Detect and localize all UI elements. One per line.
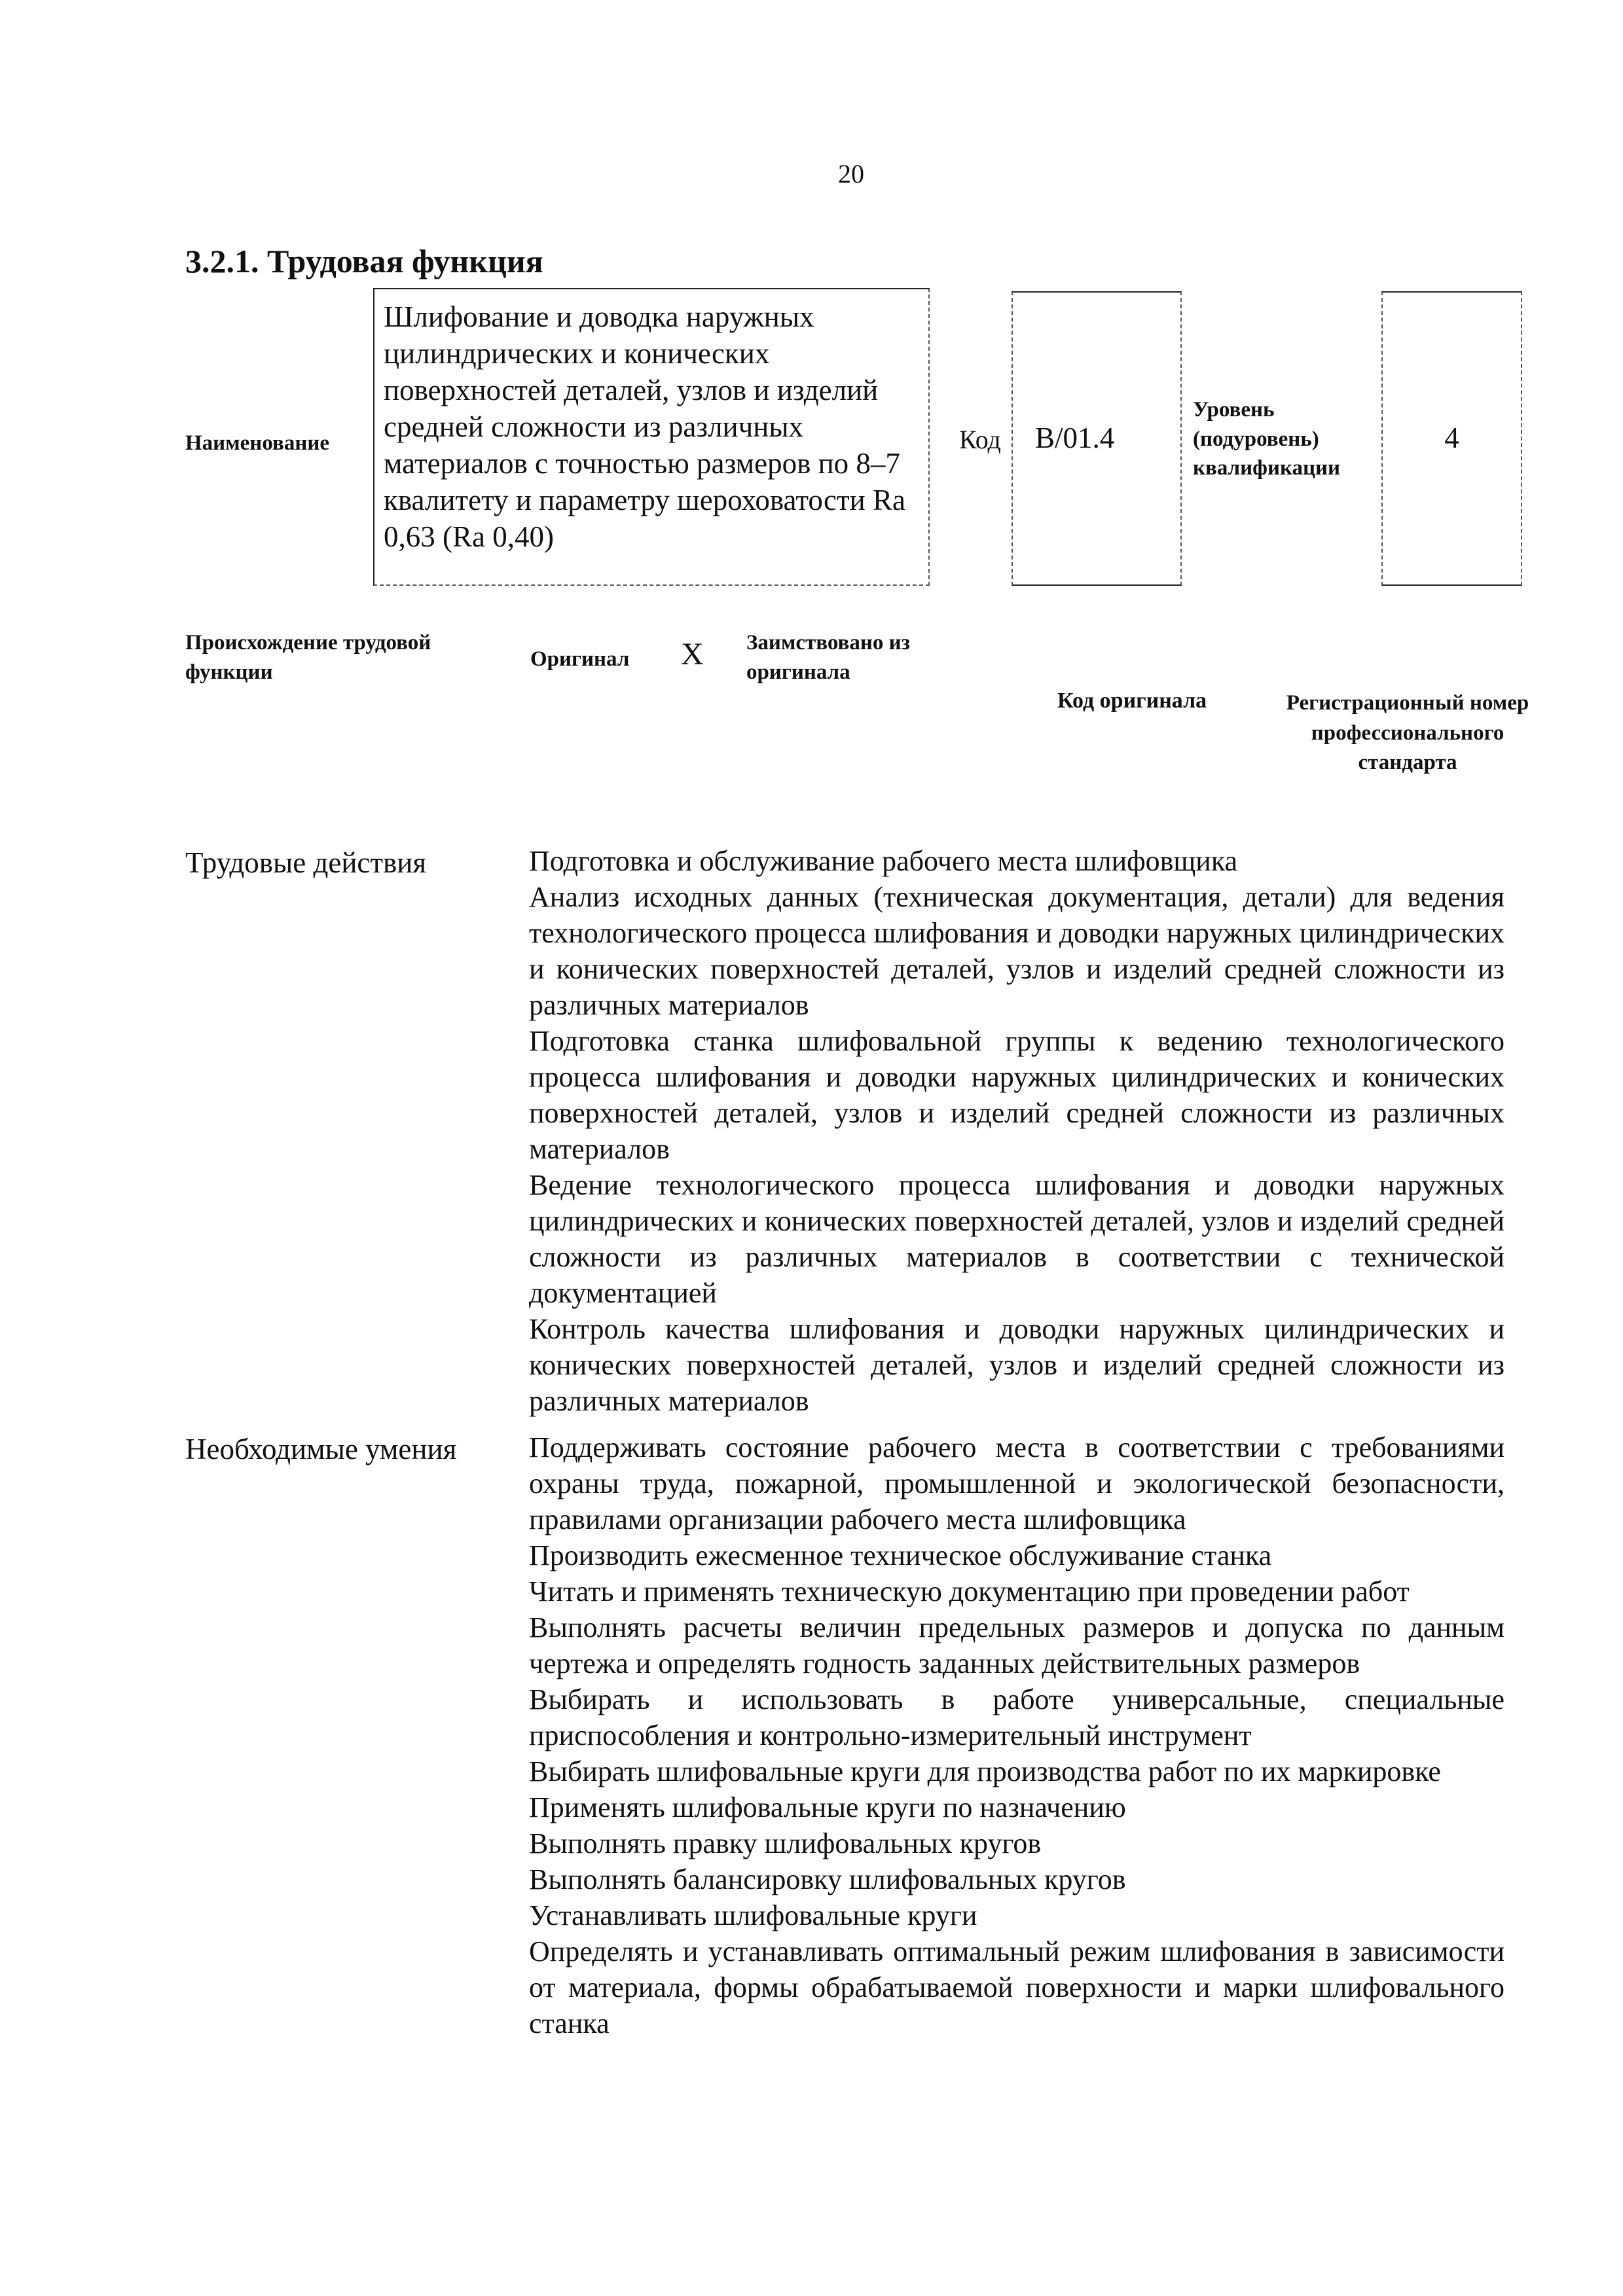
required-skills-list [529, 1429, 1504, 2041]
code-original-label: Код оригинала [1057, 689, 1207, 713]
code-label: Код [959, 425, 1001, 454]
list-item: Выбирать и использовать в работе универсальные, специальные приспособления и контрольно-измерительный инструмент [529, 1683, 1504, 1751]
list-item: Анализ исходных данных (техническая документация, детали) для ведения технологического процесса шлифования и доводки наружных цилиндрических и конических поверхностей деталей, узлов и изделий средней сложности из различных материалов [529, 881, 1504, 1021]
list-item: Применять шлифовальные круги по назначению [529, 1791, 1126, 1823]
section-title: 3.2.1. Трудовая функция [185, 243, 543, 279]
list-item: Ведение технологического процесса шлифования и доводки наружных цилиндрических и конических поверхностей деталей, узлов и изделий средней сложности из различных материалов в соответствии с технической документацией [529, 1169, 1504, 1309]
function-name-value: Шлифование и доводка наружных цилиндрических и конических поверхностей деталей, узлов и изделий средней сложности из различных материалов с точностью размеров по 8–7 квалитету и параметру шероховатости Ra 0,63 (Ra 0,40) [373, 288, 930, 586]
list-item: Производить ежесменное техническое обслуживание станка [529, 1539, 1272, 1571]
list-item: Выполнять балансировку шлифовальных кругов [529, 1863, 1126, 1895]
name-label: Наименование [185, 431, 329, 455]
list-item: Выполнять расчеты величин предельных размеров и допуска по данным чертежа и определять годность заданных действительных размеров [529, 1611, 1504, 1679]
page-number: 20 [838, 159, 864, 188]
list-item: Выбирать шлифовальные круги для производства работ по их маркировке [529, 1755, 1441, 1787]
list-item: Устанавливать шлифовальные круги [529, 1899, 977, 1931]
list-item: Читать и применять техническую документацию при проведении работ [529, 1575, 1410, 1607]
labor-actions-list [529, 843, 1504, 1419]
list-item: Подготовка станка шлифовальной группы к ведению технологического процесса шлифования и доводки наружных цилиндрических и конических поверхностей деталей, узлов и изделий средней сложности из различных материалов [529, 1025, 1504, 1165]
registration-number-label: Регистрационный номер профессионального стандарта [1286, 691, 1529, 775]
qualification-level-value: 4 [1381, 291, 1522, 586]
code-value: B/01.4 [1012, 291, 1182, 586]
list-item: Определять и устанавливать оптимальный режим шлифования в зависимости от материала, формы обрабатываемой поверхности и марки шлифовального станка [529, 1935, 1504, 2039]
qualification-level-label: Уровень (подуровень) квалификации [1193, 398, 1341, 480]
list-item: Поддерживать состояние рабочего места в соответствии с требованиями охраны труда, пожарной, промышленной и экологической безопасности, правилами организации рабочего места шлифовщика [529, 1431, 1504, 1535]
list-item: Выполнять правку шлифовальных кругов [529, 1827, 1042, 1859]
original-mark: X [681, 637, 704, 672]
origin-label: Происхождение трудовой функции [185, 631, 431, 684]
borrowed-label: Заимствовано из оригинала [746, 631, 910, 684]
list-item: Подготовка и обслуживание рабочего места шлифовщика [529, 845, 1238, 877]
list-item: Контроль качества шлифования и доводки наружных цилиндрических и конических поверхностей деталей, узлов и изделий средней сложности из различных материалов [529, 1313, 1504, 1417]
original-label: Оригинал [530, 647, 630, 671]
required-skills-label: Необходимые умения [185, 1433, 457, 1465]
labor-actions-label: Трудовые действия [185, 846, 427, 879]
